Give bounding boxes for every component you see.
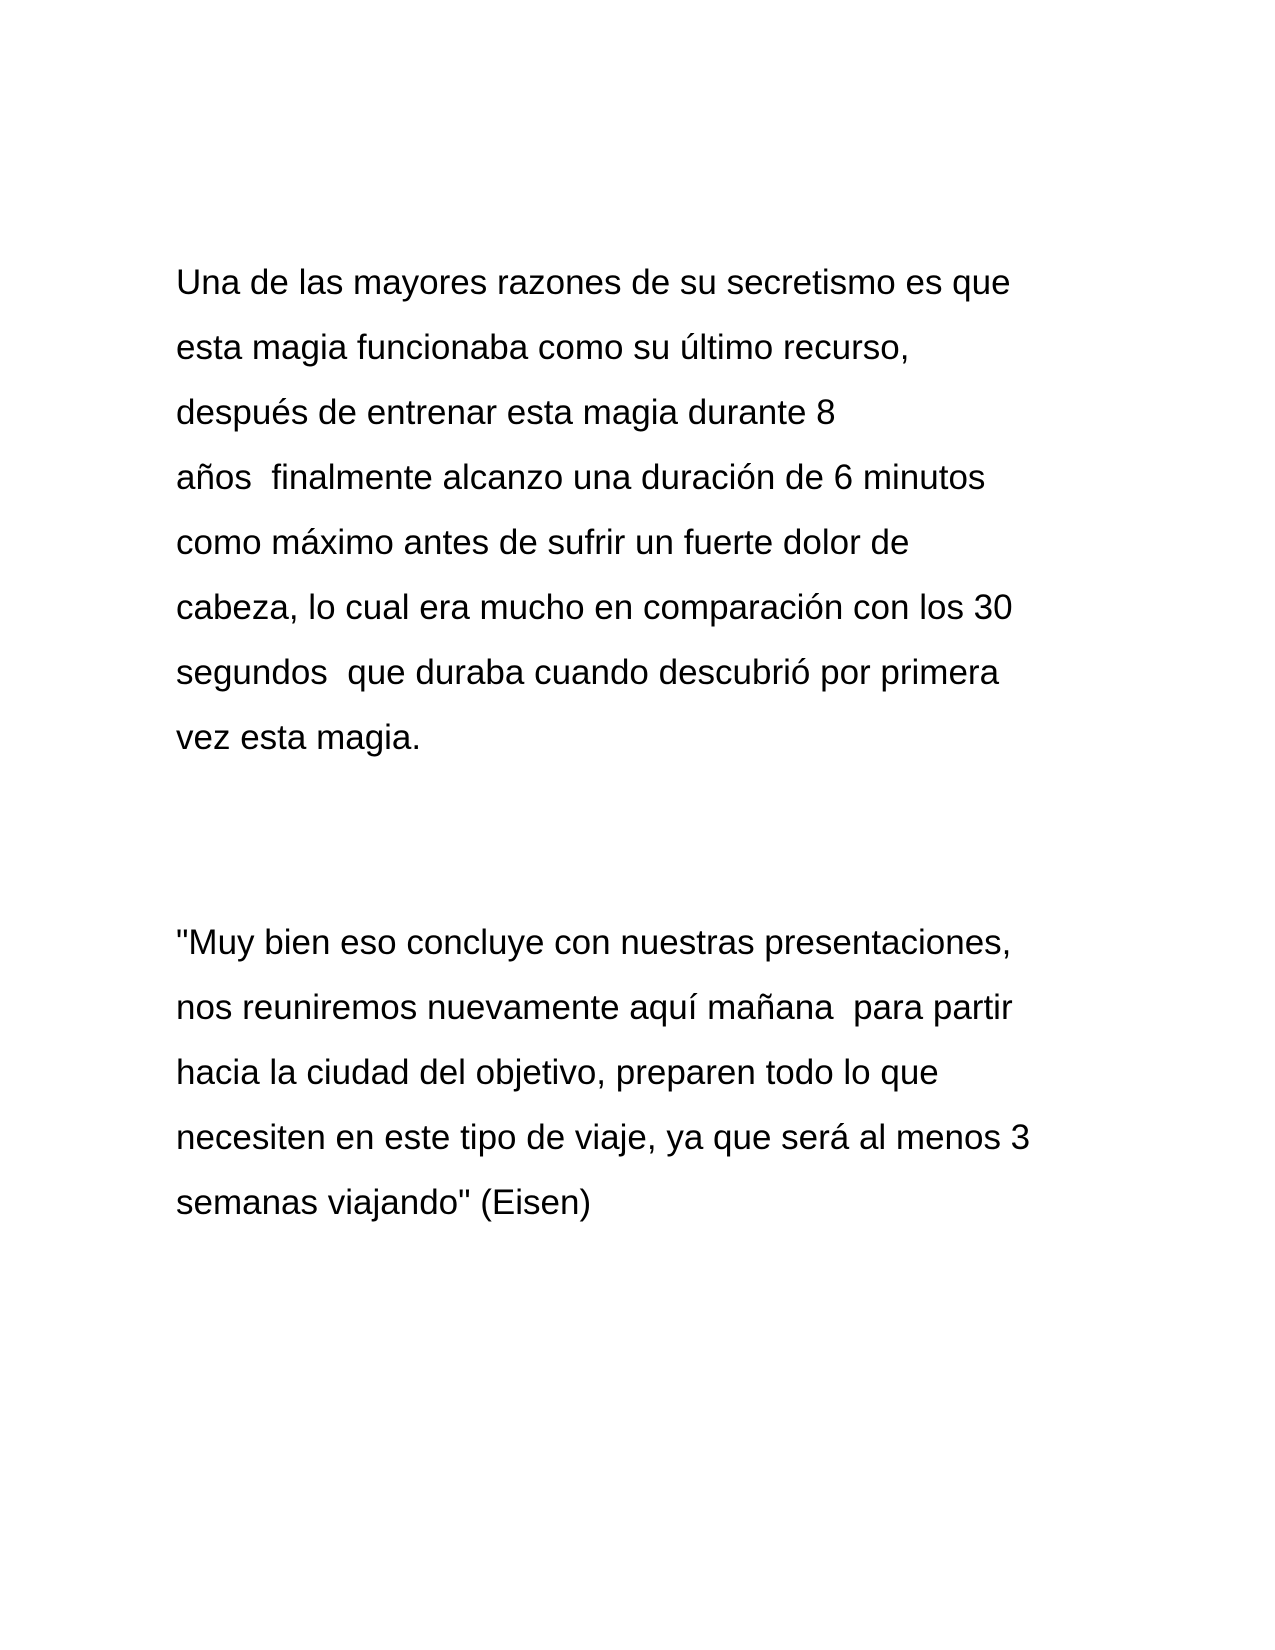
text-line: semanas viajando" (Eisen) <box>176 1183 592 1222</box>
text-line: nos reuniremos nuevamente aquí mañana para partir <box>176 988 1013 1027</box>
text-line: después de entrenar esta magia durante 8 <box>176 393 836 432</box>
text-line: esta magia funcionaba como su último recurso, <box>176 328 910 367</box>
text-line: cabeza, lo cual era mucho en comparación con los 30 <box>176 588 1013 627</box>
text-line: necesiten en este tipo de viaje, ya que será al menos 3 <box>176 1118 1031 1157</box>
paragraph-eisen-dialogue <box>176 910 1176 1235</box>
text-line: Una de las mayores razones de su secretismo es que <box>176 263 1011 302</box>
text-line: hacia la ciudad del objetivo, preparen todo lo que <box>176 1053 939 1092</box>
paragraph-magic-secrecy <box>176 250 1176 770</box>
text-line: vez esta magia. <box>176 718 422 757</box>
text-line: años finalmente alcanzo una duración de 6 minutos <box>176 458 986 497</box>
text-line: como máximo antes de sufrir un fuerte dolor de <box>176 523 910 562</box>
text-line: "Muy bien eso concluye con nuestras presentaciones, <box>176 923 1012 962</box>
text-line: segundos que duraba cuando descubrió por primera <box>176 653 1000 692</box>
